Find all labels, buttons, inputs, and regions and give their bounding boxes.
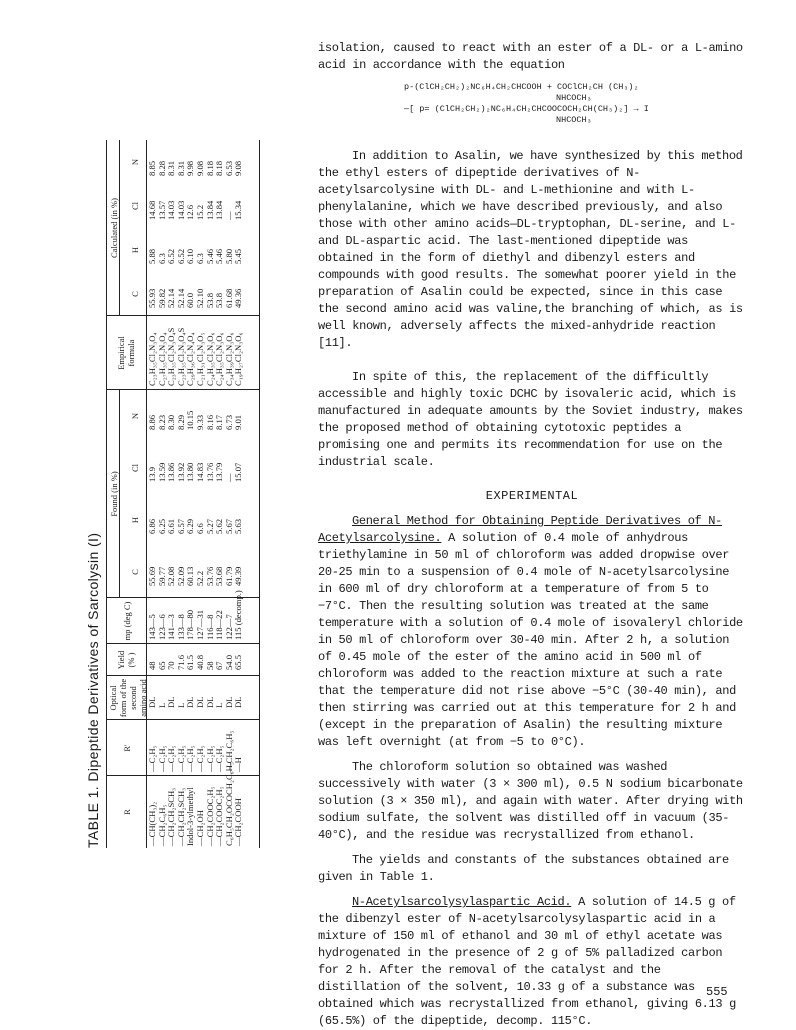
table-cell: C₂₃H₃₅Cl₂N₃O₄S	[166, 327, 177, 386]
paragraph-addition: In addition to Asalin, we have synthesized by this method the ethyl esters of dipeptide derivatives of N-acetylsarcolysine with DL- and L-methionine and with L-phenylalanine, which we have described previously, and also those with other amino acids—DL-tryptophan, DL-serine, and L- and DL-aspartic acid. The last-mentioned dipeptide was obtained in the form of diethyl and dibenzyl esters and compounds with good results. The somewhat poorer yield in the preparation of Asalin could be expected, since in this case the second amino acid was valine,the branching of which, as is well known, adversely affects the mixed-anhydride reaction [11].	[318, 149, 743, 350]
table-cell: 15.07	[233, 462, 244, 482]
header-found-n: N	[130, 412, 140, 420]
table-cell: —CH₂COOH	[233, 798, 244, 846]
table-cell: 13.57	[156, 200, 167, 220]
table-cell: 8.85	[147, 160, 157, 176]
table-top-rule	[106, 140, 107, 848]
table-cell: —C₂H₅	[185, 745, 196, 772]
table-cell: —C₂H₅	[175, 745, 186, 772]
table-cell: 52.09	[175, 566, 186, 586]
column-found-c	[148, 567, 244, 586]
header-found-cl: Cl	[130, 463, 140, 473]
column-found-h	[148, 519, 244, 534]
table-cell: 6.53	[223, 160, 234, 176]
table-cell: 9.01	[233, 414, 244, 430]
column-calc-h	[148, 249, 244, 264]
table-cell: 61.5	[185, 654, 196, 670]
table-cell: 8.29	[175, 414, 186, 430]
table-cell: 14.68	[147, 200, 157, 220]
table-cell: 122—7	[223, 614, 234, 640]
table-cell: DL	[204, 696, 215, 708]
page-number: 555	[706, 985, 728, 999]
table-cell: 49.36	[233, 288, 244, 308]
table-cell: 14.03	[175, 200, 186, 220]
equation-line: NHCOCH₃	[556, 93, 592, 103]
table-cell: 8.17	[214, 414, 225, 430]
table-cell: 13.84	[204, 200, 215, 220]
table-cell: 8.16	[204, 414, 215, 430]
table-cell: 52.2	[194, 570, 205, 586]
table-cell: 123—6	[156, 614, 167, 640]
table-cell: 13.76	[204, 462, 215, 482]
table-cell: 9.33	[194, 414, 205, 430]
table-cell: 65	[156, 661, 167, 670]
table-cell: 59.82	[156, 288, 167, 308]
table-cell: 60.13	[185, 566, 196, 586]
table-cell: 6.73	[223, 414, 234, 430]
table-cell: —H	[233, 757, 244, 772]
table-cell: 14.83	[194, 462, 205, 482]
table-title: TABLE 1. Dipeptide Derivatives of Sarcolysin (I)	[85, 532, 101, 848]
table-cell: 116—8	[204, 614, 215, 640]
table-cell: 54.0	[223, 654, 234, 670]
table-cell: 13.80	[185, 462, 196, 482]
table-header-rule	[146, 140, 147, 848]
table-cell: 65.5	[233, 654, 244, 670]
header-found: Found (in %)	[109, 390, 120, 598]
header-found-c: C	[130, 569, 140, 575]
table-cell: 15.2	[194, 204, 205, 220]
table-cell: 5.62	[214, 518, 225, 534]
paragraph-aspartic	[318, 894, 746, 1030]
table-cell: C₂₃H₃₅Cl₂N₃O₄S	[175, 327, 186, 386]
table-cell: 53.76	[204, 566, 215, 586]
table-cell: 12.6	[185, 204, 196, 220]
header-found-h: H	[130, 516, 140, 524]
table-cell: 55.69	[147, 566, 157, 586]
column-calc-cl	[148, 201, 244, 220]
header-calculated: Calculated (in %)	[109, 140, 120, 316]
table-cell: 13.59	[156, 462, 167, 482]
table-cell: 118—22	[214, 610, 225, 640]
subsection-title-aspartic: N-Acetylsarcolysylaspartic Acid.	[352, 895, 572, 909]
header-mp: mp (deg C)	[122, 601, 132, 641]
header-calc-c: C	[130, 291, 140, 297]
column-calc-n	[148, 161, 244, 176]
table-cell: DL	[185, 696, 196, 708]
paragraph-general-method	[318, 513, 746, 751]
table-cell: 5.27	[204, 518, 215, 534]
header-text: amino acid	[138, 679, 148, 717]
table-cell: DL	[194, 696, 205, 708]
table-cell: 6.6	[194, 523, 205, 534]
table-cell: 53.68	[214, 566, 225, 586]
table-cell: 6.10	[185, 248, 196, 264]
table-cell: 6.29	[185, 518, 196, 534]
table-cell: —C₂H₅	[166, 745, 177, 772]
table-cell: 9.08	[194, 160, 205, 176]
table-cell: 58	[204, 661, 215, 670]
table-cell: —CH₂CH₂SCH₃	[175, 787, 186, 846]
table-cell: 59.77	[156, 566, 167, 586]
table-cell: 14.03	[166, 200, 177, 220]
table-cell: 15.34	[233, 200, 244, 220]
reaction-equation	[318, 82, 746, 126]
column-formula	[148, 328, 244, 386]
table-cell: 8.86	[147, 414, 157, 430]
table-cell: 6.25	[156, 518, 167, 534]
table-cell: L	[156, 702, 167, 708]
table-cell: 49.39	[233, 566, 244, 586]
table-cell: 8.28	[156, 160, 167, 176]
table-cell: 5.45	[233, 248, 244, 264]
table-cell: 70	[166, 661, 177, 670]
header-yield	[116, 644, 136, 676]
column-yield	[148, 655, 244, 670]
table-cell: —CH(CH₃)₂	[147, 801, 157, 846]
header-text: (% )	[126, 652, 136, 668]
table-cell: 52.10	[194, 288, 205, 308]
text-column	[318, 40, 746, 1030]
header-text: form of the	[118, 678, 128, 718]
table-cell: 6.52	[175, 248, 186, 264]
header-text: Yield	[116, 650, 126, 670]
table-cell: —CH₂OH	[194, 810, 205, 846]
table-cell: 5.46	[204, 248, 215, 264]
subsection-title-general: General Method for Obtaining Peptide Derivatives of N-Acetylsarcolysine.	[318, 514, 722, 545]
paragraph-isolation: isolation, caused to react with an ester of a DL- or a L-amino acid in accordance with the equation	[318, 41, 743, 72]
table-cell: —CH₂COOC₂H₅	[204, 786, 215, 846]
table-cell: 6.61	[166, 518, 177, 534]
table-cell: 8.31	[175, 160, 186, 176]
table-cell: C₆H₅CH₂OCOCH₂C₆H₅	[223, 762, 234, 846]
table-cell: 6.57	[175, 518, 186, 534]
aspartic-body: A solution of 14.5 g of the dibenzyl ester of N-acetylsarcolysylaspartic acid in a mixture of 150 ml of ethanol and 30 ml of ethyl acetate was hydrogenated in the presence of 2 g of 5% palladized carbon for 2 h. After the removal of the catalyst and the distillation of the solvent, 10.33 g of a substance was obtained which was recrystallized from ethanol, giving 6.13 g (65.5%) of the dipeptide, decomp. 115°C.	[318, 895, 736, 1028]
table-cell: 61.68	[223, 288, 234, 308]
table-cell: 52.14	[175, 288, 186, 308]
section-heading-experimental: EXPERIMENTAL	[485, 489, 579, 503]
column-optical-form	[148, 697, 244, 708]
header-text: second	[128, 686, 138, 710]
table-cell: 53.8	[204, 292, 215, 308]
table-cell: 178—80	[185, 609, 196, 640]
table-cell: 67	[214, 661, 225, 670]
table-cell: 6.52	[166, 248, 177, 264]
table-cell: 9.08	[233, 160, 244, 176]
table-cell: C₂₉H₃₆Cl₂N₄O₄	[185, 332, 196, 386]
column-r-prime	[148, 731, 244, 772]
header-text: formula	[126, 339, 136, 367]
table-cell: C₂₄H₃₅Cl₂N₃O₆	[214, 332, 225, 386]
table-cell: 141—3	[166, 614, 177, 640]
equation-line: —[ p= (ClCH₂CH₂)₂NC₆H₄CH₂CHCOOCOCH₂CH(CH₃)₂] → I	[404, 104, 649, 114]
header-calc-cl: Cl	[130, 201, 140, 211]
paragraph-spite: In spite of this, the replacement of the difficultly accessible and highly toxic DCHC by isovaleric acid, which is manufactured in adequate amounts by the Soviet industry, makes the proposed method of obtaining cytotoxic peptides a promising one and permits its recommendation for use on the industrial scale.	[318, 370, 743, 469]
equation-line: NHCOCH₃	[556, 115, 592, 125]
table-cell: 55.93	[147, 288, 157, 308]
table-cell: DL	[166, 696, 177, 708]
paragraph-chloroform: The chloroform solution so obtained was washed successively with water (3 × 300 ml), 0.5 N sodium bicarbonate solution (3 × 350 ml), and again with water. After drying with sodium sulfate, the solvent was distilled off in vacuum (35-40°C), and the residue was recrystallized from ethanol.	[318, 760, 743, 842]
column-calc-c	[148, 289, 244, 308]
table-cell: C₂₃H₃₅Cl₂N₃O₄	[147, 332, 157, 386]
table-cell: L	[214, 702, 225, 708]
table-cell: C₂₇H₃₅Cl₂N₃O₄	[156, 332, 167, 386]
table-1	[82, 140, 260, 848]
table-cell: 6.3	[156, 253, 167, 264]
table-cell: 8.18	[204, 160, 215, 176]
table-cell: —C₂H₅	[156, 745, 167, 772]
table-cell: —CH₂C₆H₅	[223, 730, 234, 772]
table-cell: 8.30	[166, 414, 177, 430]
table-cell: 52.08	[166, 566, 177, 586]
table-cell: DL	[223, 696, 234, 708]
table-cell: 40.8	[194, 654, 205, 670]
column-found-n	[148, 411, 244, 430]
table-cell: 127—31	[194, 609, 205, 640]
table-cell: 10.15	[185, 410, 196, 430]
table-cell: DL	[233, 696, 244, 708]
column-r	[148, 762, 244, 846]
header-r-prime: R'	[122, 744, 132, 752]
table-cell: 13.84	[214, 200, 225, 220]
header-calc-n: N	[130, 158, 140, 166]
table-cell: —C₂H₅	[194, 745, 205, 772]
table-cell: 8.18	[214, 160, 225, 176]
table-cell: 143—5	[147, 614, 157, 640]
table-cell: C₂₁H₃₁Cl₂N₃O₅	[194, 332, 205, 386]
table-cell: —C₂H₅	[147, 745, 157, 772]
table-cell: —CH₂CH₂SCH₃	[166, 787, 177, 846]
table-cell: 5.67	[223, 518, 234, 534]
table-cell: 6.3	[194, 253, 205, 264]
table-cell: Indol-3-ylmethyl	[185, 787, 196, 846]
table-cell: 60.0	[185, 292, 196, 308]
table-cell: 13.79	[214, 462, 225, 482]
table-cell: —CH₂COOC₂H₅	[214, 786, 225, 846]
table-cell: L	[175, 702, 186, 708]
column-found-cl	[148, 463, 244, 482]
table-cell: 6.86	[147, 518, 157, 534]
header-r: R	[122, 809, 132, 815]
table-cell: —C₂H₅	[204, 745, 215, 772]
table-cell: 52.14	[166, 288, 177, 308]
table-cell: —C₂H₅	[214, 745, 225, 772]
table-cell: 9.98	[185, 160, 196, 176]
table-bottom-rule	[259, 140, 260, 848]
paragraph-yields: The yields and constants of the substances obtained are given in Table 1.	[318, 853, 729, 884]
column-mp	[148, 590, 244, 640]
table-cell: 53.8	[214, 292, 225, 308]
table-cell: —	[223, 211, 234, 220]
table-cell: —	[223, 473, 234, 482]
table-cell: 8.31	[166, 160, 177, 176]
table-cell: 5.80	[223, 248, 234, 264]
table-cell: 13.86	[166, 462, 177, 482]
header-formula	[116, 316, 136, 390]
table-cell: 5.63	[233, 518, 244, 534]
table-cell: 13.9	[147, 466, 157, 482]
equation-line: p-(ClCH₂CH₂)₂NC₆H₄CH₂CHCOOH + COClCH₂CH (CH₃)₂	[404, 82, 639, 92]
header-optical-form	[108, 676, 148, 720]
general-method-body: A solution of 0.4 mole of anhydrous triethylamine in 50 ml of chloroform was added dropwise over 20-25 min to a suspension of 0.4 mole of N-acetylsarcolysine in 600 ml of dry chloroform at a temperature of from 5 to −7°C. Then the resulting solution was treated at the same temperature with a solution of 0.4 mole of isovaleryl chloride in 50 ml of chloroform over 30-40 min. After 2 h, a solution of 0.45 mole of the ester of the amino acid in 500 ml of chloroform was added to the reaction mixture at such a rate that the temperature did not rise above −5°C (30-40 min), and then stirring was carried out at this temperature for 2 h and (except in the preparation of Asalin) the resulting mixture was left overnight (at from −5 to 0°C).	[318, 531, 743, 749]
table-cell: 5.88	[147, 248, 157, 264]
table-cell: 13.92	[175, 462, 186, 482]
table-cell: C₃₄H₃₉Cl₂N₃O₆	[223, 332, 234, 386]
table-cell: C₂₄H₃₅Cl₂N₃O₆	[204, 332, 215, 386]
table-cell: —CH₂C₆H₅	[156, 804, 167, 846]
header-calc-h: H	[130, 246, 140, 254]
header-text: Empirical	[116, 336, 126, 370]
table-cell: 61.79	[223, 566, 234, 586]
table-cell: C₁₉H₂₇Cl₂N₃O₆	[233, 332, 244, 386]
table-cell: 71.6	[175, 654, 186, 670]
table-cell: DL	[147, 696, 157, 708]
header-text: Optical	[108, 685, 118, 711]
table-rotated-body	[82, 140, 260, 848]
table-cell: 48	[147, 661, 157, 670]
table-cell: 8.23	[156, 414, 167, 430]
table-cell: 115 (decomp.)	[233, 590, 244, 640]
table-cell: 133—8	[175, 614, 186, 640]
table-cell: 5.46	[214, 248, 225, 264]
